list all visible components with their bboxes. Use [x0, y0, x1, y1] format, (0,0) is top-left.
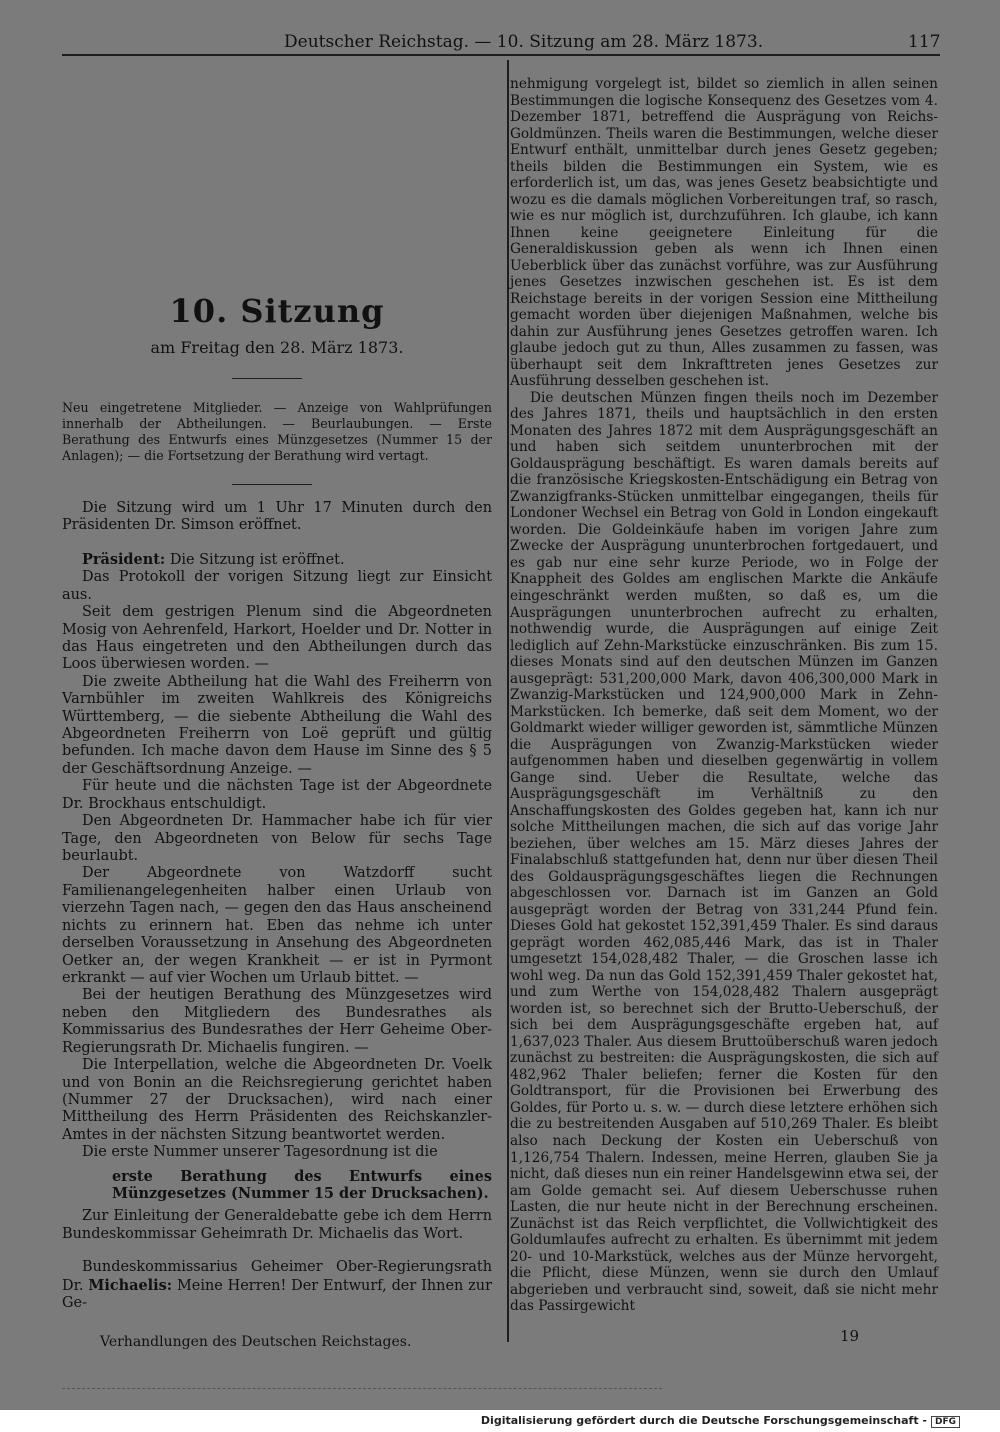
speech-text: Meine Herren! Der Entwurf, der Ihnen zur Ge- — [62, 1277, 492, 1312]
running-head: Deutscher Reichstag. — 10. Sitzung am 28. März 1873. — [284, 32, 764, 52]
speech-text: Bundeskommissarius Geheimer Ober-Regierungsrath Dr. — [62, 1259, 492, 1294]
bill-title-rest: (Nummer 15 der Drucksachen). — [230, 1185, 489, 1203]
bill-title-bold: erste Berathung des Entwurfs eines Münzgesetzes — [112, 1167, 492, 1203]
paragraph: Die Interpellation, welche die Abgeordneten Dr. Voelk und von Bonin an die Reichsregierung gerichtet haben (Nummer 27 der Drucksachen), wird nach einer Mittheilung des Herrn Präsidenten des Reichskanzler-Amtes in der nächsten Sitzung beantwortet werden. — [62, 1057, 492, 1143]
dfg-logo: DFG — [931, 1416, 960, 1428]
paragraph: nehmigung vorgelegt ist, bildet so ziemlich in allen seinen Bestimmungen die logische Konsequenz des Gesetzes vom 4. Dezember 1871, betreffend die Ausprägung von Reichs-Goldmünzen. Theils waren die Bestimmungen, welche dieser Entwurf enthält, unmittelbar durch jenes Gesetz gegeben; theils bilden die Bestimmungen ein System, wie es erforderlich ist, um das, was jenes Gesetz beabsichtigte und wozu es die damals möglichen Vorbereitungen traf, so rasch, wie es nur möglich ist, durchzuführen. Ich glaube, ich kann Ihnen keine geeignetere Einleitung für die Generaldiskussion geben als wenn ich Ihnen einen Ueberblick über das zunächst vorführe, was zur Ausführung jenes Gesetzes inzwischen geschehen ist. Es ist dem Reichstage bereits in der vorigen Session eine Mittheilung gemacht worden über diejenigen Maßnahmen, welche bis dahin zur Ausführung jenes Gesetzes getroffen waren. Ich glaube jedoch gut zu thun, Alles zusammen zu fassen, was überhaupt seit dem Inkrafttreten jenes Gesetzes zur Ausführung desselben geschehen ist. — [510, 76, 938, 390]
speaker-name: Michaelis: — [88, 1276, 173, 1294]
scan-artifact-line — [62, 1388, 662, 1392]
paragraph: Die Sitzung wird um 1 Uhr 17 Minuten durch den Präsidenten Dr. Simson eröffnet. — [62, 500, 492, 534]
paragraph — [62, 551, 492, 569]
session-date: am Freitag den 28. März 1873. — [150, 338, 404, 357]
session-summary: Neu eingetretene Mitglieder. — Anzeige von Wahlprüfungen innerhalb der Abtheilungen. — Beurlaubungen. — Erste Berathung des Entwurfs eines Münzgesetzes (Nummer 15 der Anlagen); — die Fortsetzung der Berathung wird vertagt. — [62, 400, 492, 463]
paragraph: Die deutschen Münzen fingen theils noch im Dezember des Jahres 1871, theils und hauptsächlich in den ersten Monaten des Jahres 1872 mit dem Ausprägungsgeschäft an und haben sich seitdem ununterbrochen mit der Goldausprägung beschäftigt. Es waren damals bereits auf die französische Kriegskosten-Entschädigung ein Betrag von Zwanzigfranks-Stücken unmittelbar eingegangen, theils für Londoner Wechsel ein Betrag von Gold in London eingekauft worden. Die Goldeinkäufe haben im vorigen Jahre zum Zwecke der Ausprägung ununterbrochen fortgedauert, und es gab nur eine sehr kurze Periode, wo in Folge der Knappheit des Goldes am englischen Markte die Ankäufe eingeschränkt werden mußten, so daß es, um die Ausprägungen ununterbrochen aufrecht zu erhalten, nothwendig wurde, die Ausprägungen auf einige Zeit lediglich auf Zehn-Markstücke einzuschränken. Bis zum 15. dieses Monats sind auf den deutschen Münzen im Ganzen ausgeprägt: 531,200,000 Mark, davon 406,300,000 Mark in Zwanzig-Markstücken und 124,900,000 Mark in Zehn-Markstücken. Ich bemerke, daß seit dem Moment, wo der Goldmarkt wieder williger geworden ist, sämmtliche Münzen die Ausprägungen von Zwanzig-Markstücken wieder aufgenommen haben und dieselben gegenwärtig in vollem Gange sind. Ueber die Resultate, welche das Ausprägungsgeschäft im Verhältniß zu den Anschaffungskosten des Goldes gegeben hat, kann ich nur solche Mittheilungen machen, die sich auf das vorige Jahr beziehen, über welches am 15. März dieses Jahres der Finalabschluß stattgefunden hat, denn nur über diesen Theil des Goldausprägungsgeschäftes liegen die Rechnungen abgeschlossen vor. Darnach ist im Ganzen an Gold ausgeprägt worden der Betrag von 331,244 Pfund fein. Dieses Gold hat gekostet 152,391,459 Thaler. Es sind daraus geprägt worden 462,085,446 Mark, das ist in Thaler umgesetzt 154,028,482 Thaler, — die Groschen lasse ich wohl weg. Da nun das Gold 152,391,459 Thaler gekostet hat, und zum Werthe von 154,028,482 Thalern ausgeprägt worden ist, so berechnet sich der Brutto-Ueberschuß, der sich bei dem Ausprägungsgeschäfte ergeben hat, auf 1,637,023 Thaler. Aus diesem Bruttoüberschuß waren jedoch zunächst zu bestreiten: die Ausprägungskosten, die sich auf 482,962 Thaler beliefen; ferner die Kosten für den Goldtransport, für die Provisionen bei Erwerbung des Goldes, für Porto u. s. w. — durch diese letztere erhöhen sich die zu bestreitenden Ausgaben auf 510,269 Thaler. Es bleibt also nach Deckung der Kosten ein Ueberschuß von 1,126,754 Thalern. Indessen, meine Herren, glauben Sie ja nicht, daß dieses nun ein reiner Handelsgewinn etwa sei, der am Golde gemacht sei. Auf diesem Ueberschusse ruhen Lasten, die nur heute nicht in der Berechnung erscheinen. Zunächst ist das Reich verpflichtet, die Vollwichtigkeit des Goldumlaufes aufrecht zu erhalten. Es übernimmt mit jedem 20- und 10-Markstück, welches aus der Münze hervorgeht, die Pflicht, diese Münzen, wenn sie durch den Umlauf abgerieben und verbraucht sind, soweit, daß sie nicht mehr das Passirgewicht — [510, 389, 938, 1315]
paragraph: Der Abgeordnete von Watzdorff sucht Familienangelegenheiten halber einen Urlaub von vierzehn Tagen nach, — gegen den das Haus anscheinend nichts zu erinnern hat. Eben das nehme ich unter derselben Voraussetzung in Ansehung des Abgeordneten Oetker an, der wegen Krankheit — er ist in Pyrmont erkrankt — auf vier Wochen um Urlaub bittet. — — [62, 865, 492, 986]
paragraph: Zur Einleitung der Generaldebatte gebe ich dem Herrn Bundeskommissar Geheimrath Dr. Michaelis das Wort. — [62, 1208, 492, 1242]
paragraph: Bei der heutigen Berathung des Münzgesetzes wird neben den Mitgliedern des Bundesrathes als Kommissarius des Bundesrathes der Herr Geheime Ober-Regierungsrath Dr. Michaelis fungiren. — — [62, 987, 492, 1056]
divider-rule — [232, 484, 312, 485]
paragraph — [62, 1259, 492, 1312]
paragraph: Das Protokoll der vorigen Sitzung liegt zur Einsicht aus. — [62, 569, 492, 603]
paragraph: Seit dem gestrigen Plenum sind die Abgeordneten Mosig von Aehrenfeld, Harkort, Hoelder und Dr. Notter in das Haus eingetreten und den Abtheilungen durch das Loos überwiesen worden. — — [62, 604, 492, 673]
paragraph: Den Abgeordneten Dr. Hammacher habe ich für vier Tage, den Abgeordneten von Below für sechs Tage beurlaubt. — [62, 813, 492, 865]
digitization-note — [481, 1414, 960, 1428]
left-column — [62, 500, 492, 1313]
paragraph: Die zweite Abtheilung hat die Wahl des Freiherrn von Varnbühler im zweiten Wahlkreis des Königreichs Württemberg, — die siebente Abtheilung die Wahl des Abgeordneten Freiherrn von Loë geprüft und gültig befunden. Ich mache davon dem Hause im Sinne des § 5 der Geschäftsordnung Anzeige. — — [62, 673, 492, 777]
divider-rule — [232, 378, 302, 379]
sheet-number: 19 — [840, 1327, 860, 1345]
digitization-text: Digitalisierung gefördert durch die Deutsche Forschungsgemeinschaft - — [480, 1414, 927, 1427]
header-rule — [62, 54, 940, 56]
paragraph: Die erste Nummer unserer Tagesordnung ist die — [82, 1144, 438, 1161]
paragraph: Für heute und die nächsten Tage ist der Abgeordnete Dr. Brockhaus entschuldigt. — [62, 778, 492, 812]
column-divider — [507, 60, 509, 1342]
right-column — [510, 76, 938, 1315]
page-number: 117 — [908, 32, 941, 52]
speaker-name: Präsident: — [82, 550, 166, 568]
collection-title: Verhandlungen des Deutschen Reichstages. — [100, 1334, 412, 1350]
bill-title — [62, 1168, 492, 1203]
speech-text: Die Sitzung ist eröffnet. — [169, 551, 345, 568]
session-title: 10. Sitzung — [169, 292, 385, 330]
